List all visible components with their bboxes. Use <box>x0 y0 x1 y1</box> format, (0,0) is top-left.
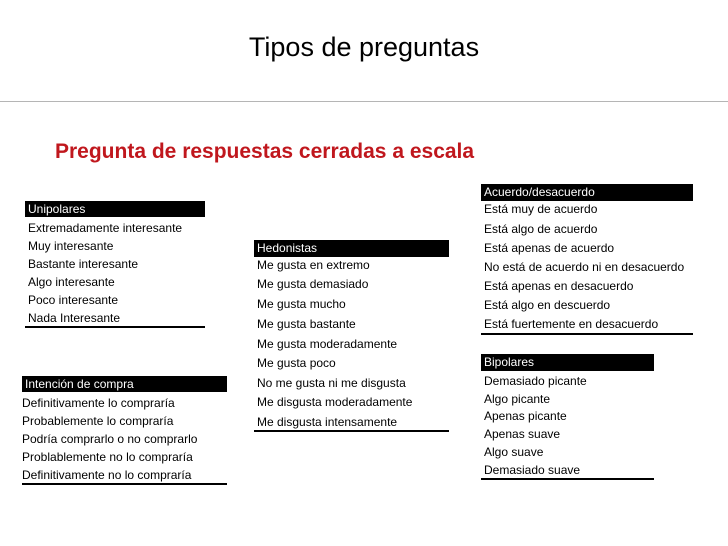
list-item: Me disgusta intensamente <box>254 414 449 432</box>
list-item: Definitivamente lo compraría <box>22 396 175 410</box>
bipolares-scale <box>481 354 654 480</box>
list-item: Está algo en descuerdo <box>484 298 611 312</box>
slide-subtitle: Pregunta de respuestas cerradas a escala <box>55 140 475 163</box>
list-item: Algo picante <box>484 392 551 406</box>
list-item: Algo interesante <box>28 275 115 289</box>
list-item: Nada Interesante <box>25 310 205 328</box>
list-item: Me gusta demasiado <box>257 277 369 291</box>
intencion-header: Intención de compra <box>22 376 227 392</box>
list-item: Poco interesante <box>28 293 119 307</box>
list-item: Me gusta poco <box>257 356 336 370</box>
list-item: No me gusta ni me disgusta <box>257 376 406 390</box>
list-item: Me gusta en extremo <box>257 258 370 272</box>
list-item: Me gusta bastante <box>257 317 356 331</box>
list-item: Definitivamente no lo compraría <box>22 467 227 485</box>
list-item: Está muy de acuerdo <box>484 202 598 216</box>
list-item: No está de acuerdo ni en desacuerdo <box>484 260 685 274</box>
intencion-scale <box>22 376 227 485</box>
list-item: Problablemente no lo compraría <box>22 450 193 464</box>
acuerdo-header: Acuerdo/desacuerdo <box>481 184 693 201</box>
list-item: Bastante interesante <box>28 257 139 271</box>
list-item: Podría comprarlo o no comprarlo <box>22 432 198 446</box>
list-item: Está algo de acuerdo <box>484 222 598 236</box>
list-item: Demasiado picante <box>484 374 587 388</box>
list-item: Extremadamente interesante <box>28 221 183 235</box>
list-item: Apenas picante <box>484 409 567 423</box>
list-item: Probablemente lo compraría <box>22 414 174 428</box>
list-item: Muy interesante <box>28 239 114 253</box>
title-divider <box>0 101 728 102</box>
unipolares-header: Unipolares <box>25 201 205 217</box>
list-item: Está apenas de acuerdo <box>484 241 615 255</box>
hedonistas-header: Hedonistas <box>254 240 449 257</box>
list-item: Está apenas en desacuerdo <box>484 279 634 293</box>
list-item: Algo suave <box>484 445 544 459</box>
list-item: Me gusta mucho <box>257 297 346 311</box>
list-item: Me gusta moderadamente <box>257 337 398 351</box>
acuerdo-scale <box>481 184 693 335</box>
hedonistas-scale <box>254 240 449 432</box>
list-item: Me disgusta moderadamente <box>257 395 413 409</box>
list-item: Apenas suave <box>484 427 561 441</box>
list-item: Demasiado suave <box>481 462 654 480</box>
slide-title: Tipos de preguntas <box>248 32 480 62</box>
bipolares-header: Bipolares <box>481 354 654 371</box>
list-item: Está fuertemente en desacuerdo <box>481 316 693 335</box>
unipolares-scale <box>25 201 205 328</box>
